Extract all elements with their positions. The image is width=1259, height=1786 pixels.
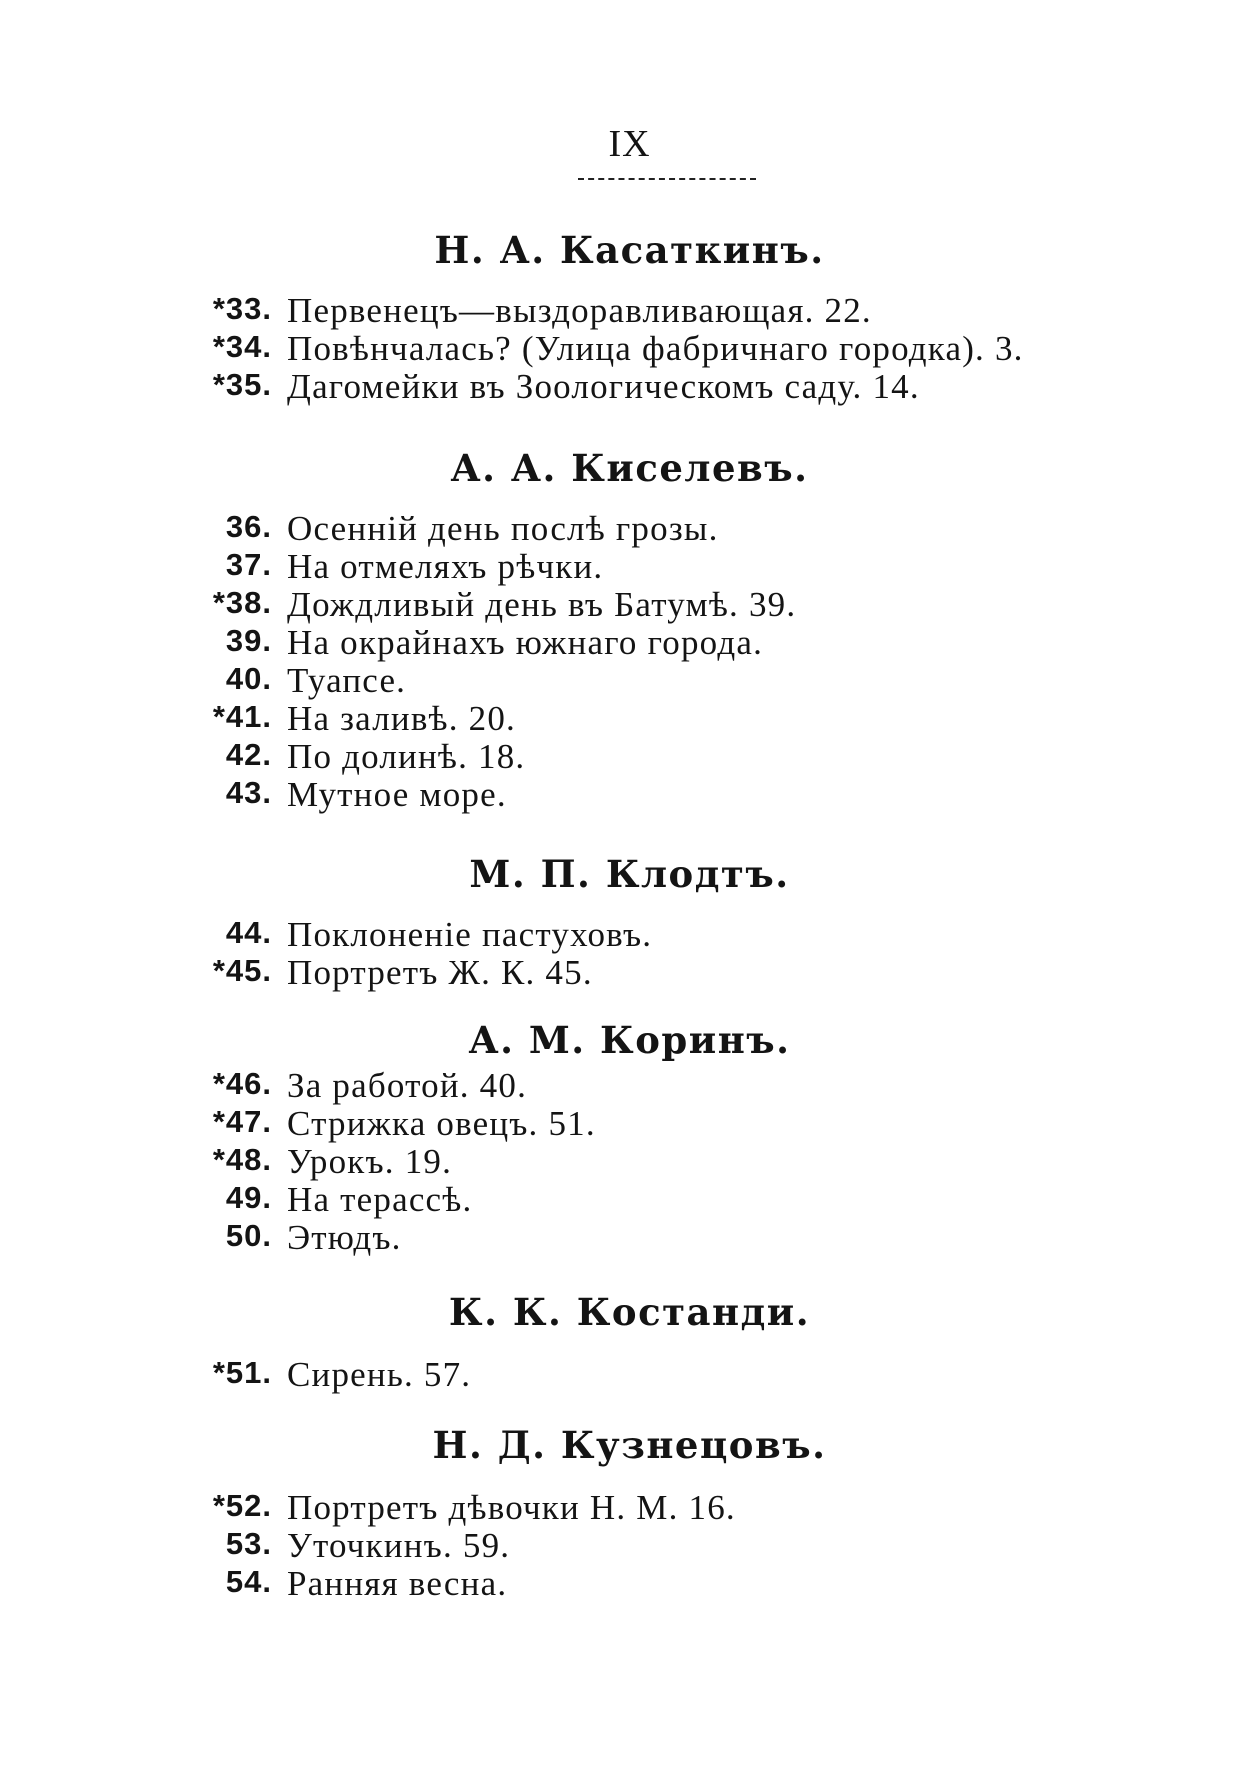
entry-number: *34. [212,329,272,364]
entry-title: Урокъ. 19. [287,1142,453,1181]
author-heading: А. А. Киселевъ. [450,446,809,490]
entry-number: *48. [212,1142,272,1177]
entry-title: Уточкинъ. 59. [287,1526,511,1565]
entry-title: Туапсе. [287,661,407,700]
entry-number: 49. [225,1180,272,1215]
entry-title: Осенній день послѣ грозы. [287,509,719,548]
entry-number: *45. [212,953,272,988]
author-heading: А. М. Коринъ. [468,1018,791,1062]
entry-number: *52. [212,1488,272,1523]
entry-title: На терассѣ. [287,1180,473,1219]
entry-title: За работой. 40. [287,1066,528,1105]
entry-title: На заливѣ. 20. [287,699,517,738]
entry-number: 43. [225,775,272,810]
entry-number: 37. [225,547,272,582]
entry-title: Стрижка овецъ. 51. [287,1104,596,1143]
entry-number: *51. [212,1355,272,1390]
entry-number: *41. [212,699,272,734]
entry-number: *38. [212,585,272,620]
author-heading: Н. А. Касаткинъ. [434,228,825,272]
entry-title: На окрайнахъ южнаго города. [287,623,764,662]
entry-title: Портретъ дѣвочки Н. М. 16. [287,1488,736,1527]
entry-number: 39. [225,623,272,658]
entry-title: Дождливый день въ Батумѣ. 39. [287,585,797,624]
entry-title: Первенецъ—выздоравливающая. 22. [287,291,872,330]
author-heading: Н. Д. Кузнецовъ. [432,1423,827,1467]
entry-title: По долинѣ. 18. [287,737,526,776]
entry-title: Портретъ Ж. К. 45. [287,953,593,992]
entry-title: Повѣнчалась? (Улица фабричнаго городка). 3. [287,329,1024,368]
entry-number: *33. [212,291,272,326]
entry-title: Сирень. 57. [287,1355,472,1394]
entry-number: *35. [212,367,272,402]
page-number-rule [578,178,756,180]
entry-number: *47. [212,1104,272,1139]
entry-number: 50. [225,1218,272,1253]
entry-title: Мутное море. [287,775,507,814]
author-heading: К. К. Костанди. [448,1290,811,1334]
entry-number: *46. [212,1066,272,1101]
entry-title: На отмеляхъ рѣчки. [287,547,604,586]
entry-title: Поклоненіе пастуховъ. [287,915,653,954]
entry-title: Ранняя весна. [287,1564,508,1603]
author-heading: М. П. Клодтъ. [469,852,790,896]
entry-number: 42. [225,737,272,772]
entry-number: 36. [225,509,272,544]
entry-title: Этюдъ. [287,1218,402,1257]
entry-number: 53. [225,1526,272,1561]
entry-number: 40. [225,661,272,696]
page-number: IX [608,123,651,165]
entry-title: Дагомейки въ Зоологическомъ саду. 14. [287,367,920,406]
entry-number: 54. [225,1564,272,1599]
entry-number: 44. [225,915,272,950]
